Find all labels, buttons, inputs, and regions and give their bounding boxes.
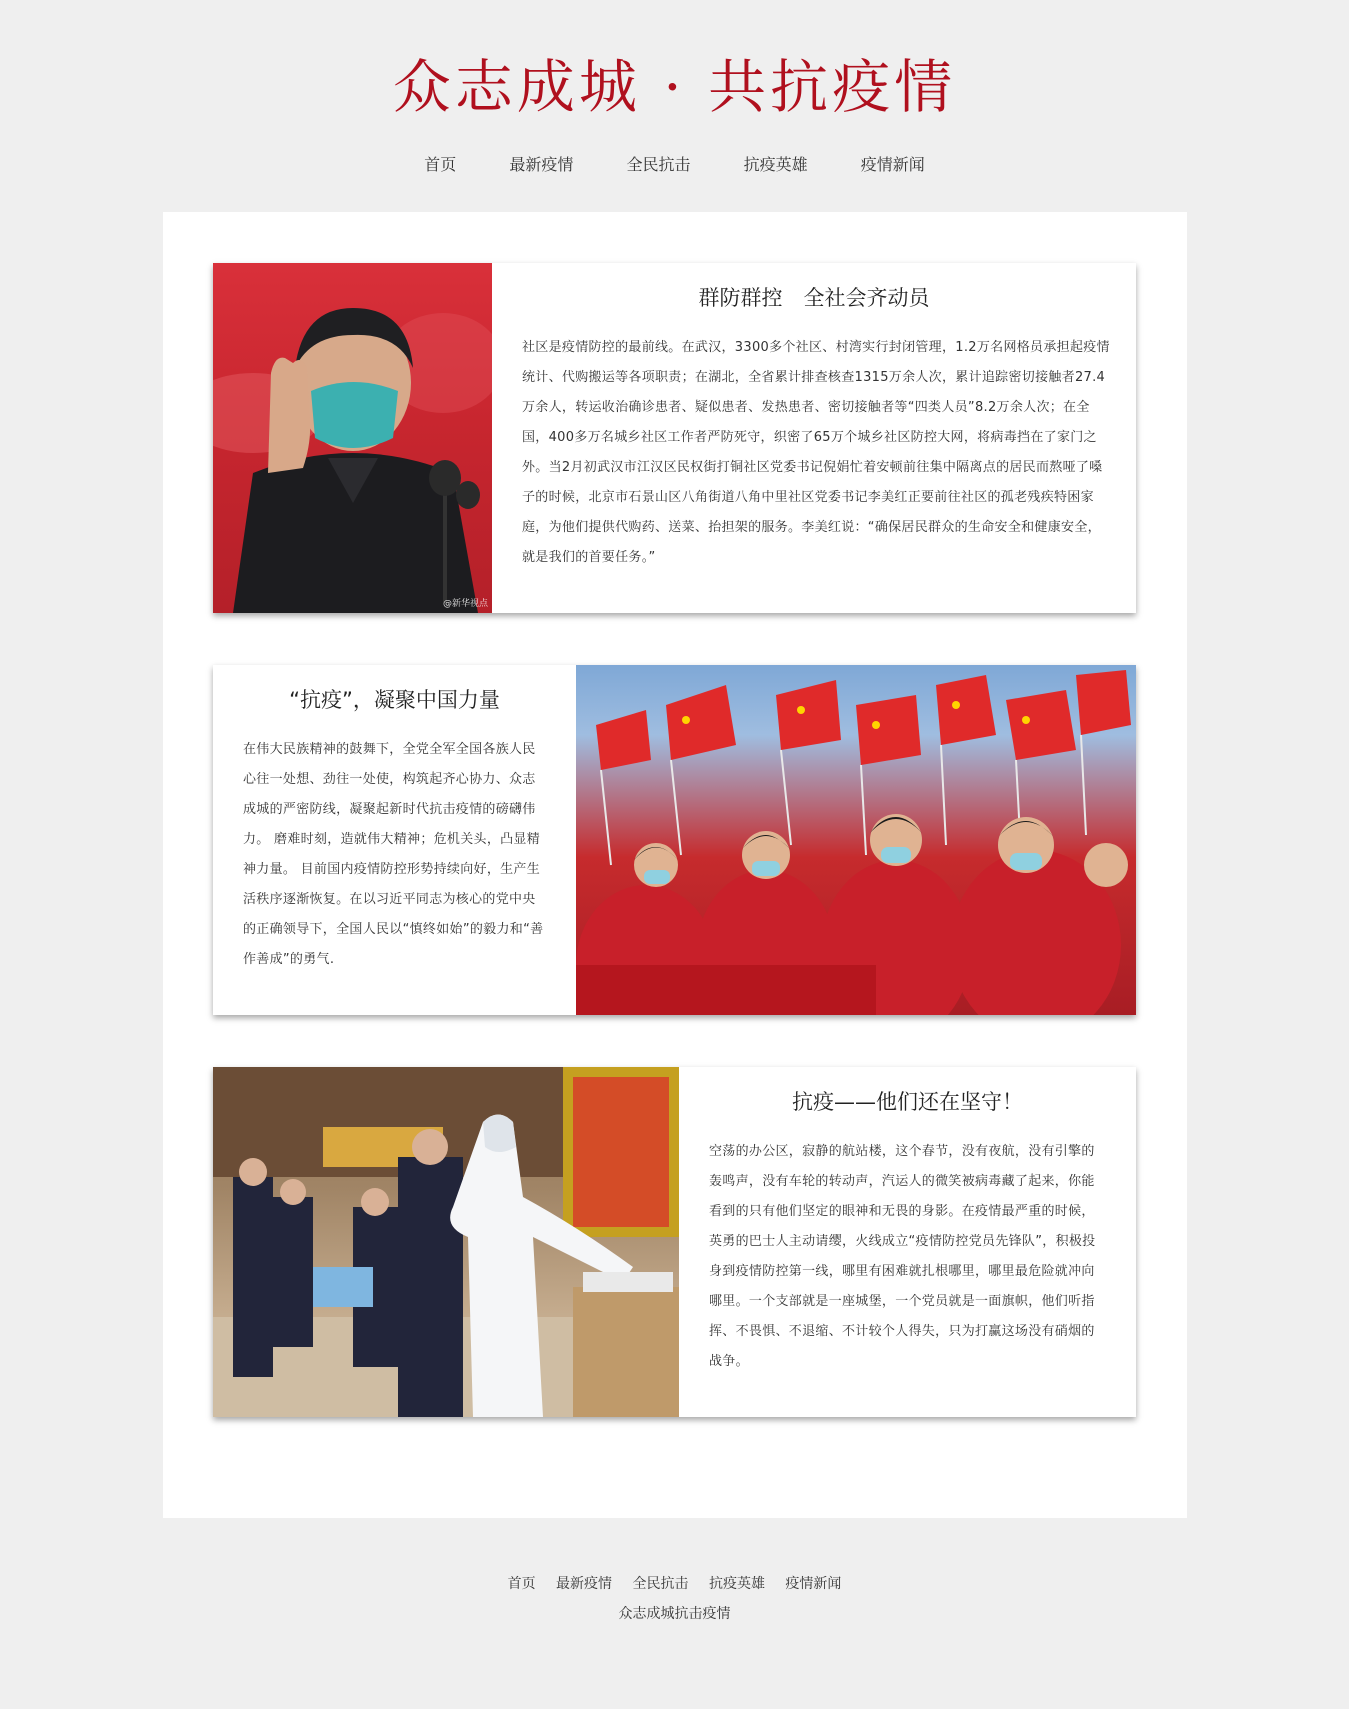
photo-illustration	[213, 1067, 679, 1417]
footer-nav-news[interactable]: 疫情新闻	[785, 1576, 842, 1592]
site-title: 众志成城 · 共抗疫情	[392, 53, 957, 121]
nav-latest-epidemic[interactable]: 最新疫情	[509, 155, 574, 174]
article-title: 群防群控 全社会齐动员	[698, 286, 930, 310]
article-text	[213, 665, 576, 1015]
article-photo	[213, 1067, 679, 1417]
content-panel	[163, 212, 1187, 1518]
article-text	[492, 263, 1136, 613]
article-photo	[213, 263, 492, 613]
photo-illustration	[213, 263, 492, 613]
photo-illustration	[576, 665, 1136, 1015]
nav-nationwide-fight[interactable]: 全民抗击	[626, 155, 691, 174]
nav-news[interactable]: 疫情新闻	[860, 155, 925, 174]
article-title: 抗疫——他们还在坚守！	[792, 1090, 1023, 1114]
footer-nav	[0, 1572, 1349, 1596]
main-nav	[0, 152, 1349, 178]
nav-home[interactable]: 首页	[424, 155, 457, 174]
article-card	[213, 1067, 1136, 1417]
footer-nav-latest-epidemic[interactable]: 最新疫情	[556, 1576, 613, 1592]
photo-watermark: @新华视点	[442, 599, 488, 609]
article-card	[213, 263, 1136, 613]
article-photo	[576, 665, 1136, 1015]
footer-nav-nationwide-fight[interactable]: 全民抗击	[632, 1576, 689, 1592]
article-text	[679, 1067, 1136, 1417]
article-body: 空荡的办公区，寂静的航站楼，这个春节，没有夜航，没有引擎的轰鸣声，没有车轮的转动声，汽运人的微笑被病毒藏了起来，你能看到的只有他们坚定的眼神和无畏的身影。在疫情最严重的时候，英勇的巴士人主动请缨，火线成立“疫情防控党员先锋队”，积极投身到疫情防控第一线，哪里有困难就扎根哪里，哪里最危险就冲向哪里。一个支部就是一座城堡，一个党员就是一面旗帜，他们听指挥、不畏惧、不退缩、不计较个人得失，只为打赢这场没有硝烟的战争。	[709, 1144, 1096, 1369]
article-body: 社区是疫情防控的最前线。在武汉，3300多个社区、村湾实行封闭管理，1.2万名网格员承担起疫情统计、代购搬运等各项职责；在湖北，全省累计排查核查1315万余人次，累计追踪密切接触者27.4万余人，转运收治确诊患者、疑似患者、发热患者、密切接触者等“四类人员”8.2万余人次；在全国，400多万名城乡社区工作者严防死守，织密了65万个城乡社区防控大网，将病毒挡在了家门之外。当2月初武汉市江汉区民权街打铜社区党委书记倪娟忙着安顿前往集中隔离点的居民而熬哑了嗓子的时候，北京市石景山区八角街道八角中里社区党委书记李美红正要前往社区的孤老残疾特困家庭，为他们提供代购药、送菜、抬担架的服务。李美红说：“确保居民群众的生命安全和健康安全，就是我们的首要任务。”	[522, 340, 1110, 565]
article-card	[213, 665, 1136, 1015]
footer-nav-heroes[interactable]: 抗疫英雄	[708, 1576, 765, 1592]
footer-slogan: 众志成城抗击疫情	[618, 1606, 731, 1622]
footer-nav-home[interactable]: 首页	[507, 1576, 536, 1592]
nav-heroes[interactable]: 抗疫英雄	[743, 155, 808, 174]
article-body: 在伟大民族精神的鼓舞下，全党全军全国各族人民心往一处想、劲往一处使，构筑起齐心协力、众志成城的严密防线，凝聚起新时代抗击疫情的磅礴伟力。 磨难时刻，造就伟大精神；危机关头，凸显精神力量。 目前国内疫情防控形势持续向好，生产生活秩序逐渐恢复。在以习近平同志为核心的党中央的正确领导下，全国人民以“慎终如始”的毅力和“善作善成”的勇气.	[243, 742, 544, 967]
article-title: “抗疫”，凝聚中国力量	[289, 688, 500, 712]
